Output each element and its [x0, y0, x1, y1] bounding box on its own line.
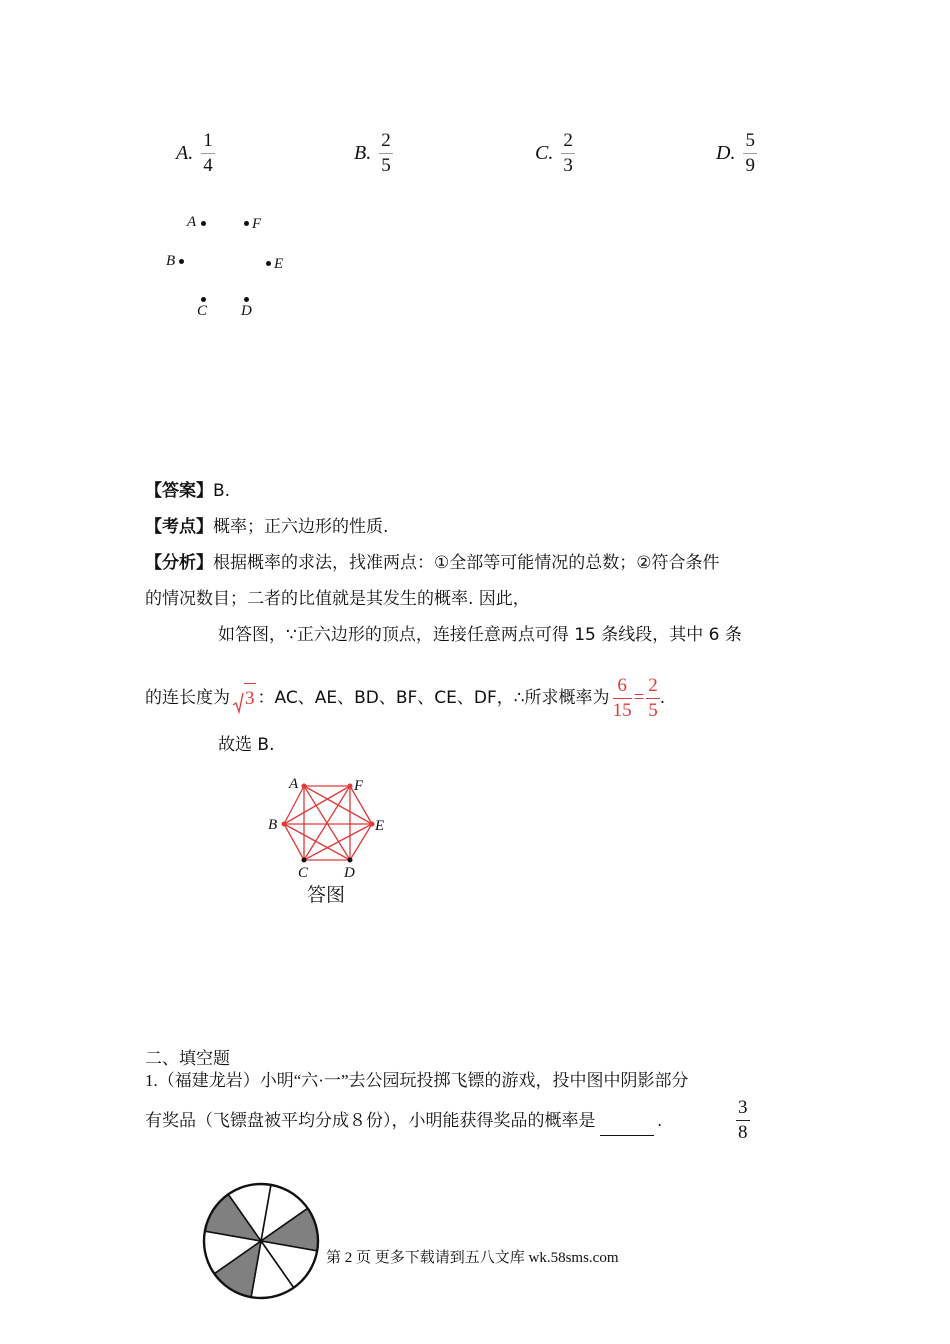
topic-line — [145, 512, 388, 542]
analysis-text: 根据概率的求法，找准两点：①全部等可能情况的总数；②符合条件 — [213, 553, 720, 573]
section-title: 二、填空题 — [145, 1049, 230, 1068]
option-c — [535, 128, 575, 178]
point-a — [201, 221, 206, 226]
option-letter: D. — [716, 141, 736, 164]
point-d — [244, 297, 249, 302]
analysis-line-2: 的情况数目；二者的比值就是其发生的概率. 因此， — [145, 589, 530, 609]
option-fraction: $\frac{2}{5}$ — [381, 129, 391, 176]
question-line-2: 有奖品（飞镖盘被平均分成８份），小明能获得奖品的概率是 . — [145, 1106, 662, 1136]
sqrt-expression: 3 — [232, 683, 256, 714]
option-fraction: $\frac{2}{3}$ — [563, 129, 573, 176]
point-e — [266, 261, 271, 266]
hex-label-d: D — [344, 865, 355, 881]
hex-label-c: C — [298, 865, 309, 881]
option-a — [176, 128, 215, 178]
topic-text: 概率；正六边形的性质. — [213, 517, 389, 537]
analysis-line-3: 如答图，∵正六边形的顶点，连接任意两点可得 15 条线段，其中 6 条 — [218, 625, 742, 645]
option-letter: C. — [535, 141, 554, 164]
answer-tag: 【答案】 — [145, 481, 213, 501]
analysis-line-1 — [145, 548, 719, 578]
hex-label-e: E — [375, 818, 385, 834]
answer-hexagon-figure — [258, 772, 398, 882]
option-letter: B. — [354, 141, 372, 164]
hex-label-b: B — [268, 817, 278, 833]
topic-tag: 【考点】 — [145, 517, 213, 537]
figure-caption: 答图 — [307, 884, 346, 906]
analysis-line-4: 的连长度为 3 ：AC、AE、BD、BF、CE、DF，∴所求概率为 $\frac{6}{15}$ = $\frac{2}{5}$ . — [145, 674, 666, 721]
answer-blank[interactable] — [600, 1117, 654, 1136]
dartboard — [200, 1180, 322, 1302]
point-label-a: A — [187, 214, 197, 230]
probability-fraction-2: $\frac{2}{5}$ — [648, 674, 658, 721]
answer-text: B. — [213, 481, 231, 501]
point-label-b: B — [166, 253, 176, 269]
point-label-d: D — [241, 303, 252, 319]
sqrt-symbol-icon — [232, 692, 244, 714]
point-f — [244, 221, 249, 226]
point-c — [201, 297, 206, 302]
option-b — [354, 128, 393, 178]
option-letter: A. — [176, 141, 194, 164]
point-label-e: E — [274, 256, 284, 272]
hint-fraction: $\frac{3}{8}$ — [738, 1097, 748, 1143]
point-label-c: C — [197, 303, 208, 319]
analysis-tag: 【分析】 — [145, 553, 213, 573]
option-fraction: $\frac{5}{9}$ — [745, 129, 755, 176]
hex-label-f: F — [354, 778, 364, 794]
point-b — [179, 259, 184, 264]
question-line-1: 1.（福建龙岩）小明“六·一”去公园玩投掷飞镖的游戏，投中图中阴影部分 — [145, 1071, 689, 1090]
answer-line — [145, 476, 230, 506]
probability-fraction-1: $\frac{6}{15}$ — [612, 674, 632, 721]
conclusion-line: 故选 B. — [218, 735, 275, 755]
option-d — [716, 128, 757, 178]
equals-sign: = — [633, 687, 645, 708]
page-footer: 第 2 页 更多下载请到五八文库 wk.58sms.com — [326, 1250, 619, 1266]
point-label-f: F — [252, 216, 262, 232]
hex-label-a: A — [289, 776, 299, 792]
option-fraction: $\frac{1}{4}$ — [203, 129, 213, 176]
